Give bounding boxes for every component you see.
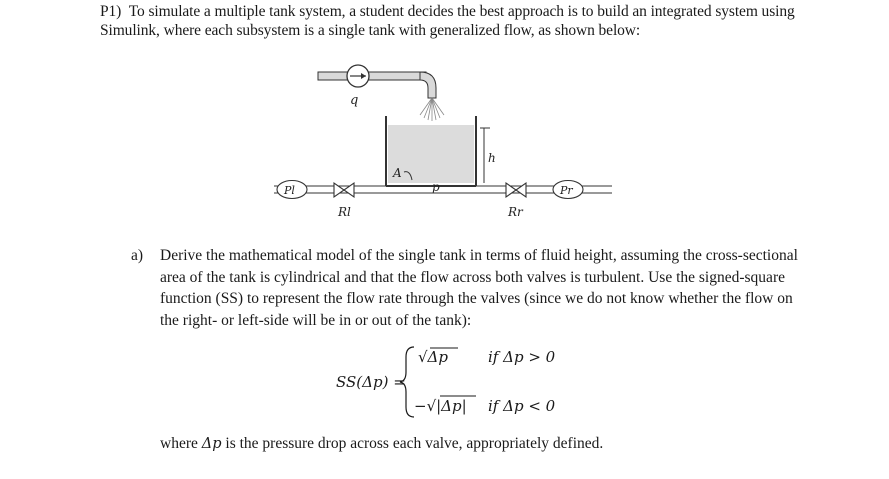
right-valve-label: Rr [508,205,523,219]
problem-body: To simulate a multiple tank system, a student decides the best approach is to build an integrated system using Simulink, where each subsystem is a single tank with generalized flow, as shown below: [100,3,795,39]
footer-prefix: where [160,435,198,452]
problem-number: P1) [100,3,122,20]
part-a-label: a) [131,247,144,264]
height-label: h [488,151,496,165]
area-label: A [393,166,402,180]
footer-symbol: Δp [201,436,222,452]
right-pressure-label: Pr [560,184,573,197]
footer-sentence [160,435,603,453]
case2-expression: −√|Δp| [414,397,467,415]
pressure-label: p [432,180,440,194]
footer-suffix: is the pressure drop across each valve, appropriately defined. [225,435,604,452]
case2-condition: if Δp < 0 [488,397,556,415]
case1-expression: √Δp [418,348,448,366]
part-a-text: Derive the mathematical model of the single tank in terms of fluid height, assuming the cross-sectional area of the tank is cylindrical and that the flow across both valves is turbulent. Use the signed-square function (SS) to represent the flow rate through the valves (since we do not know whether the flow on the right- or left-side will be in or out of the tank): [160,247,798,329]
formula-lhs: SS(Δp) = [336,373,406,391]
case1-condition: if Δp > 0 [488,348,556,366]
flow-label: q [350,93,359,108]
left-pressure-label: Pl [284,184,295,197]
left-valve-label: Rl [338,205,351,219]
